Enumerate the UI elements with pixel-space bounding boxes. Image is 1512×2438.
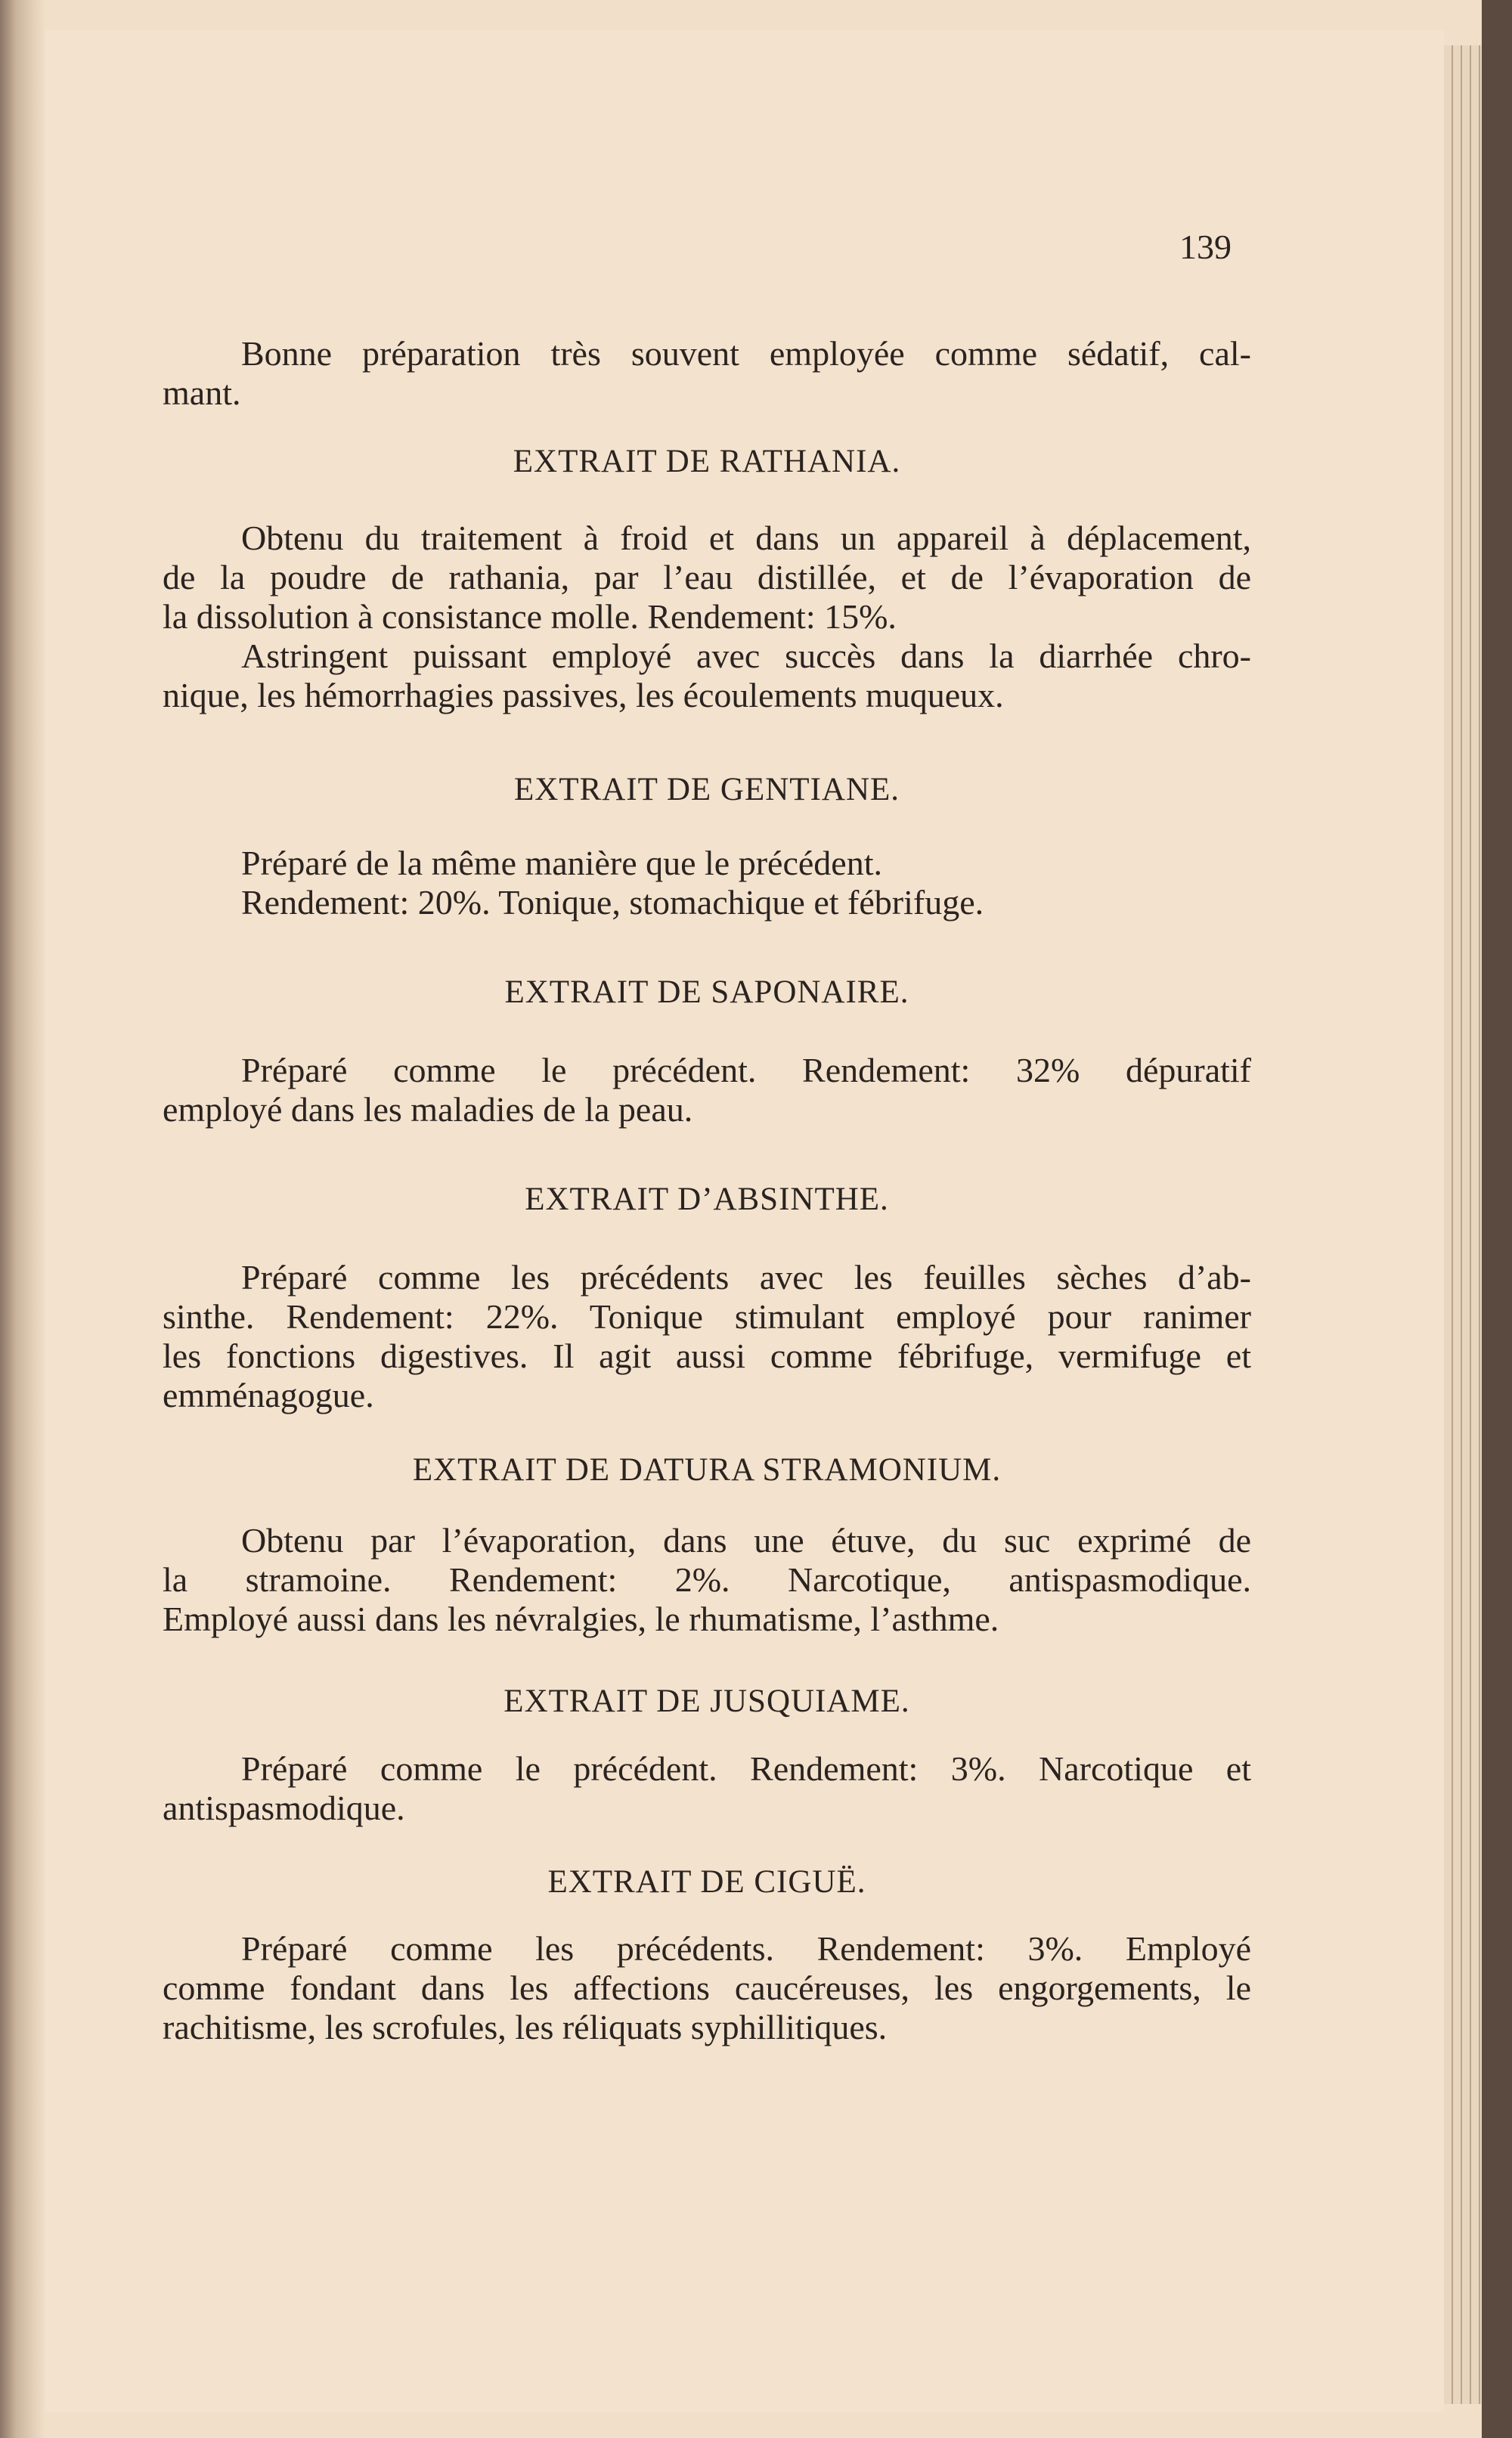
text-line: emménagogue. — [163, 1376, 374, 1414]
paragraph-rathania — [163, 519, 1251, 715]
text-line: mant. — [163, 373, 241, 412]
heading-cigue: EXTRAIT DE CIGUË. — [547, 1864, 866, 1900]
text-line: nique, les hémorrhagies passives, les écoulements muqueux. — [163, 676, 1004, 714]
text-line: de la poudre de rathania, par l’eau distillée, et de l’évaporation de — [163, 558, 1251, 596]
heading-gentiane: EXTRAIT DE GENTIANE. — [513, 772, 900, 807]
heading-datura-stramonium: EXTRAIT DE DATURA STRAMONIUM. — [412, 1452, 1002, 1488]
heading-absinthe: EXTRAIT D’ABSINTHE. — [525, 1182, 889, 1217]
text-line: Préparé comme le précédent. Rendement: 32% dépuratif — [241, 1051, 1251, 1089]
heading-rathania: EXTRAIT DE RATHANIA. — [513, 444, 901, 479]
text-line: Préparé comme les précédents. Rendement: 3%. Employé — [241, 1929, 1251, 1968]
book-cover-edge — [1482, 0, 1512, 2438]
text-line: la stramoine. Rendement: 2%. Narcotique, antispasmodique. — [163, 1560, 1251, 1599]
intro-paragraph — [163, 334, 1251, 413]
paragraph-saponaire — [163, 1051, 1251, 1129]
paragraph-gentiane — [163, 844, 1251, 922]
text-line: sinthe. Rendement: 22%. Tonique stimulant employé pour ranimer — [163, 1297, 1251, 1336]
paragraph-jusquiame — [163, 1749, 1251, 1828]
text-line: Préparé de la même manière que le précédent. — [241, 844, 882, 882]
heading-saponaire: EXTRAIT DE SAPONAIRE. — [504, 974, 909, 1010]
heading-jusquiame: EXTRAIT DE JUSQUIAME. — [503, 1684, 910, 1719]
text-line: la dissolution à consistance molle. Rendement: 15%. — [163, 597, 897, 636]
paragraph-absinthe — [163, 1258, 1251, 1415]
text-line: Obtenu par l’évaporation, dans une étuve, du suc exprimé de — [241, 1521, 1251, 1560]
text-line: Obtenu du traitement à froid et dans un appareil à déplacement, — [241, 519, 1251, 557]
paragraph-cigue — [163, 1929, 1251, 2047]
paragraph-datura-stramonium — [163, 1521, 1251, 1639]
text-line: comme fondant dans les affections caucéreuses, les engorgements, le — [163, 1969, 1251, 2007]
text-line: Astringent puissant employé avec succès dans la diarrhée chro- — [241, 637, 1251, 675]
text-line: rachitisme, les scrofules, les réliquats syphillitiques. — [163, 2008, 888, 2046]
text-line: Préparé comme le précédent. Rendement: 3%. Narcotique et — [241, 1749, 1251, 1788]
text-line: Bonne préparation très souvent employée comme sédatif, cal- — [241, 334, 1251, 373]
page-number: 139 — [1179, 228, 1232, 266]
text-line: employé dans les maladies de la peau. — [163, 1090, 693, 1129]
text-line: antispasmodique. — [163, 1789, 405, 1827]
text-line: Préparé comme les précédents avec les feuilles sèches d’ab- — [241, 1258, 1251, 1296]
book-binding — [0, 0, 45, 2438]
text-line: les fonctions digestives. Il agit aussi comme fébrifuge, vermifuge et — [163, 1337, 1251, 1375]
text-line: Rendement: 20%. Tonique, stomachique et fébrifuge. — [241, 883, 984, 922]
text-line: Employé aussi dans les névralgies, le rhumatisme, l’asthme. — [163, 1600, 999, 1638]
